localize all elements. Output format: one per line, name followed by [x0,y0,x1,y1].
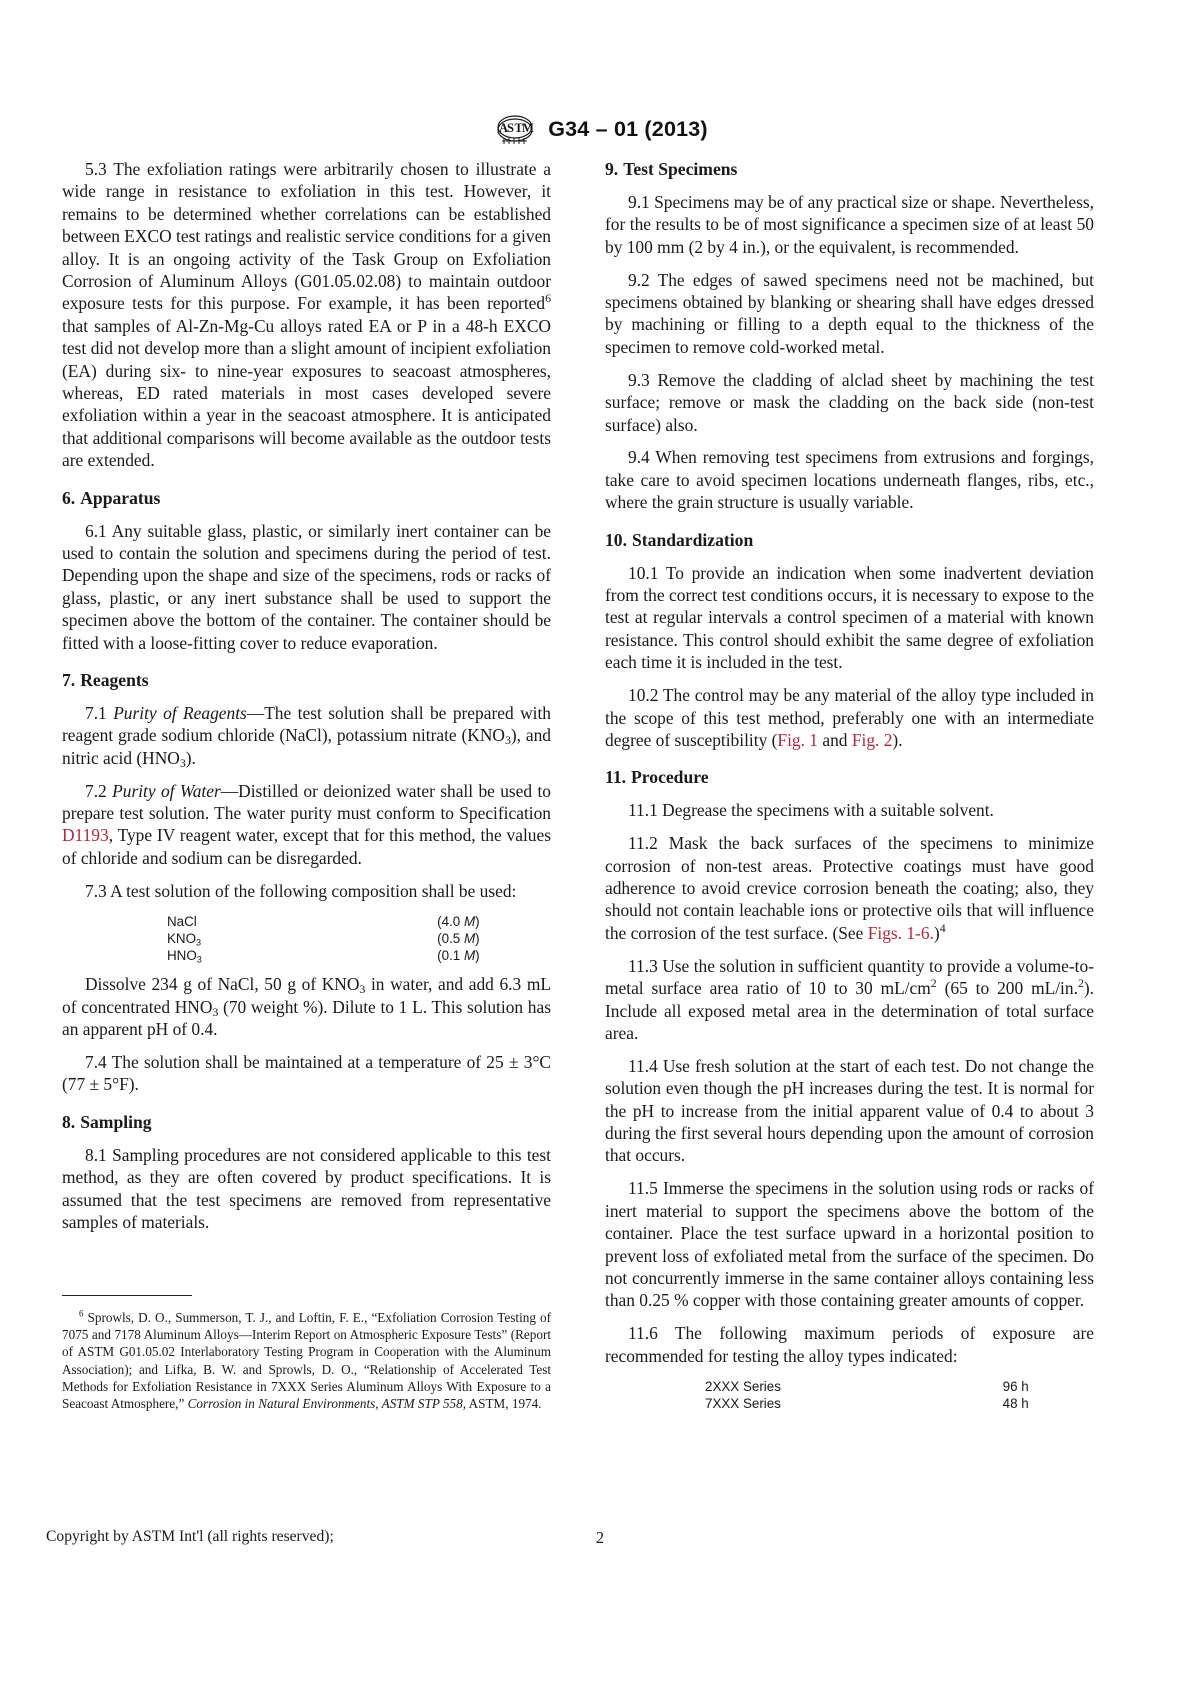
term-purity-of-water: Purity of Water [112,780,221,801]
paragraph-7-4: 7.4 The solution shall be maintained at a temperature of 25 ± 3°C (77 ± 5°F). [62,1052,551,1095]
footnote-marker: 6 [79,1308,84,1319]
reagent-concentration: (4.0 M) [437,913,480,929]
reagent-concentration: (0.1 M) [437,948,480,964]
paragraph-7-1: 7.1 Purity of Reagents—The test solution shall be prepared with reagent grade sodium chloride (NaCl), potassium nitrate $(KNO_3)$, and nitric acid $(HNO_3)$. [62,702,551,770]
table-row [605,1395,1094,1412]
table-row [605,1378,1094,1395]
paragraph-11-5: 11.5 Immerse the specimens in the solution using rods or racks of inert material to support the specimens above the bottom of the container. Place the test surface upward in a horizontal position to prevent loss of exfoliated metal from the surface of the specimen. Do not concurrently immerse in the same container alloys containing less than 0.25 % copper with those containing greater amounts of copper. [605,1178,1094,1311]
paragraph-dissolve: Dissolve 234 g of NaCl, 50 g of $KNO_3$ in water, and add 6.3 mL of concentrated $HNO_3$ (70 weight %). Dilute to 1 L. This solution has an apparent pH of 0.4. [62,974,551,1040]
alloy-series: 7XXX Series [705,1395,781,1411]
section-title: Apparatus [80,487,161,508]
reagent-concentration: (0.5 M) [437,930,480,946]
exposure-time: 48 h [1002,1395,1029,1411]
table-row [62,913,551,930]
section-title: Sampling [80,1111,152,1132]
reagent-name: $HNO_3$ [167,948,202,965]
term-purity-of-reagents: Purity of Reagents [113,702,247,723]
link-figure-1[interactable]: Fig. 1 [777,729,818,750]
table-row [62,947,551,964]
section-heading-11 [605,766,1094,788]
section-number: 9. [605,159,619,179]
footnote-ref-6[interactable]: 6 [545,291,551,306]
two-column-body [62,158,1138,1458]
section-number: 10. [605,529,627,550]
section-title: Test Specimens [623,159,738,179]
paragraph-8-1: 8.1 Sampling procedures are not considered applicable to this test method, as they are often covered by product specifications. It is assumed that the test specimens are removed from representative samples of materials. [62,1144,551,1232]
section-title: Standardization [632,529,754,550]
section-title: Procedure [631,767,709,788]
footnote-ref-4[interactable]: 4 [939,920,946,935]
paragraph-9-4: 9.4 When removing test specimens from extrusions and forgings, take care to avoid specimen locations underneath flanges, ribs, etc., where the grain structure is usually variable. [605,447,1094,513]
paragraph-9-3: 9.3 Remove the cladding of alclad sheet by machining the test surface; remove or mask the cladding on the back side (non-test surface) also. [605,369,1094,435]
table-row [62,930,551,947]
section-number: 6. [62,487,76,508]
section-heading-8 [62,1111,551,1133]
svg-text:A: A [499,121,509,135]
paragraph-6-1: 6.1 Any suitable glass, plastic, or similarly inert container can be used to contain the solution and specimens during the period of test. Depending upon the shape and size of the specimens, rods or racks of glass, plastic, or any inert substance shall be used to support the specimen above the bottom of the container. The container should be fitted with a loose-fitting cover to reduce evaporation. [62,520,551,653]
paragraph-7-2: 7.2 Purity of Water—Distilled or deionized water shall be used to prepare test solution. The water purity must conform to Specification D1193, Type IV reagent water, except that for this method, the values of chloride and sodium can be disregarded. [62,780,551,868]
page-header [0,112,1200,146]
page-number: 2 [595,1528,605,1547]
astm-logo-icon [492,112,538,146]
section-title: Reagents [80,670,149,691]
section-number: 7. [62,670,76,691]
section-heading-9 [605,158,1094,180]
left-column [62,158,551,1458]
paragraph-9-1: 9.1 Specimens may be of any practical size or shape. Nevertheless, for the results to be of most significance a specimen size of at least 50 by 100 mm (2 by 4 in.), or the equivalent, is recommended. [605,191,1094,257]
paragraph-11-4: 11.4 Use fresh solution at the start of each test. Do not change the solution even though the pH increases during the test. It is normal for the pH to increase from the initial apparent value of 0.4 to about 3 during the first several hours depending upon the amount of corrosion that occurs. [605,1055,1094,1166]
paragraph-5-3: 5.3 The exfoliation ratings were arbitrarily chosen to illustrate a wide range in resistance to exfoliation in this test. However, it remains to be determined whether correlations can be established between EXCO test ratings and realistic service conditions for a given alloy. It is an ongoing activity of the Task Group on Exfoliation Corrosion of Aluminum Alloys (G01.05.02.08) to maintain outdoor exposure tests for this purpose. For example, it has been reported$^6$ that samples of Al-Zn-Mg-Cu alloys rated EA or P in a 48-h EXCO test did not develop more than a slight amount of incipient exfoliation (EA) during six- to nine-year exposures to seacoast atmospheres, whereas, ED rated materials in most cases developed severe exfoliation within a year in the seacoast atmosphere. It is anticipated that additional comparisons will become available as the outdoor tests are extended. [62,159,551,471]
paragraph-9-2: 9.2 The edges of sawed specimens need not be machined, but specimens obtained by blanking or shearing shall have edges dressed by machining or filling to a depth equal to the thickness of the specimen to remove cold-worked metal. [605,269,1094,357]
alloy-series: 2XXX Series [705,1378,781,1394]
svg-text:M: M [522,121,535,135]
section-heading-10 [605,529,1094,551]
exposure-periods-table [605,1378,1094,1412]
footnote-block [62,1295,551,1412]
reagent-composition-table [62,913,551,965]
reagent-name: NaCl [167,913,197,929]
section-heading-6 [62,487,551,509]
paragraph-11-1: 11.1 Degrease the specimens with a suitable solvent. [628,800,994,821]
paragraph-11-2: 11.2 Mask the back surfaces of the specimens to minimize corrosion of non-test areas. Protective coatings must have good adherence to avoid crevice corrosion beneath the coating; also, they should not contain leachable ions or protective oils that will influence the corrosion of the test surface. (See Figs. 1-6.)$^4$ [605,833,1094,943]
footnote-separator [62,1295,192,1296]
section-heading-7 [62,669,551,691]
footnote-6: $^6$ Sprowls, D. O., Summerson, T. J., and Loftin, F. E., “Exfoliation Corrosion Testing of 7075 and 7178 Aluminum Alloys—Interim Report on Atmospheric Exposure Tests” (Report of ASTM G01.05.02 Interlaboratory Testing Program in Cooperation with the Aluminum Association); and Lifka, B. W. and Sprowls, D. O., “Relationship of Accelerated Test Methods for Exfoliation Resistance in 7XXX Series Aluminum Alloys With Exposure to a Seacoast Atmosphere,” Corrosion in Natural Environments, ASTM STP 558, ASTM, 1974. [62,1308,551,1412]
document-title: G34 – 01 (2013) [548,116,708,141]
right-column [605,158,1094,1458]
link-figures-1-6[interactable]: Figs. 1-6. [867,922,934,943]
paragraph-10-1: 10.1 To provide an indication when some inadvertent deviation from the correct test conditions occurs, it is necessary to expose to the test at regular intervals a control specimen of a material with known resistance. This control should exhibit the same degree of exfoliation each time it is included in the test. [605,562,1094,673]
copyright-notice: Copyright by ASTM Int'l (all rights reserved); [46,1528,334,1545]
paragraph-11-6: 11.6 The following maximum periods of exposure are recommended for testing the alloy types indicated: [605,1323,1094,1366]
link-specification-d1193[interactable]: D1193 [62,825,109,846]
reagent-name: $KNO_3$ [167,930,202,948]
svg-text:T: T [514,121,524,135]
paragraph-10-2: 10.2 The control may be any material of the alloy type included in the scope of this test method, preferably one with an intermediate degree of susceptibility (Fig. 1 and Fig. 2). [605,685,1094,750]
link-figure-2[interactable]: Fig. 2 [851,729,893,750]
section-number: 11. [605,767,627,788]
paragraph-7-3: 7.3 A test solution of the following composition shall be used: [85,880,517,901]
exposure-time: 96 h [1002,1378,1029,1394]
svg-text:S: S [507,121,515,135]
paragraph-11-3: 11.3 Use the solution in sufficient quantity to provide a volume-to-metal surface area ratio of 10 to 30 $mL/cm^2$ (65 to 200 mL/in.$^2$). Include all exposed metal area in the determination of total surface area. [605,955,1094,1043]
section-number: 8. [62,1111,76,1132]
page-footer [46,1528,1154,1546]
